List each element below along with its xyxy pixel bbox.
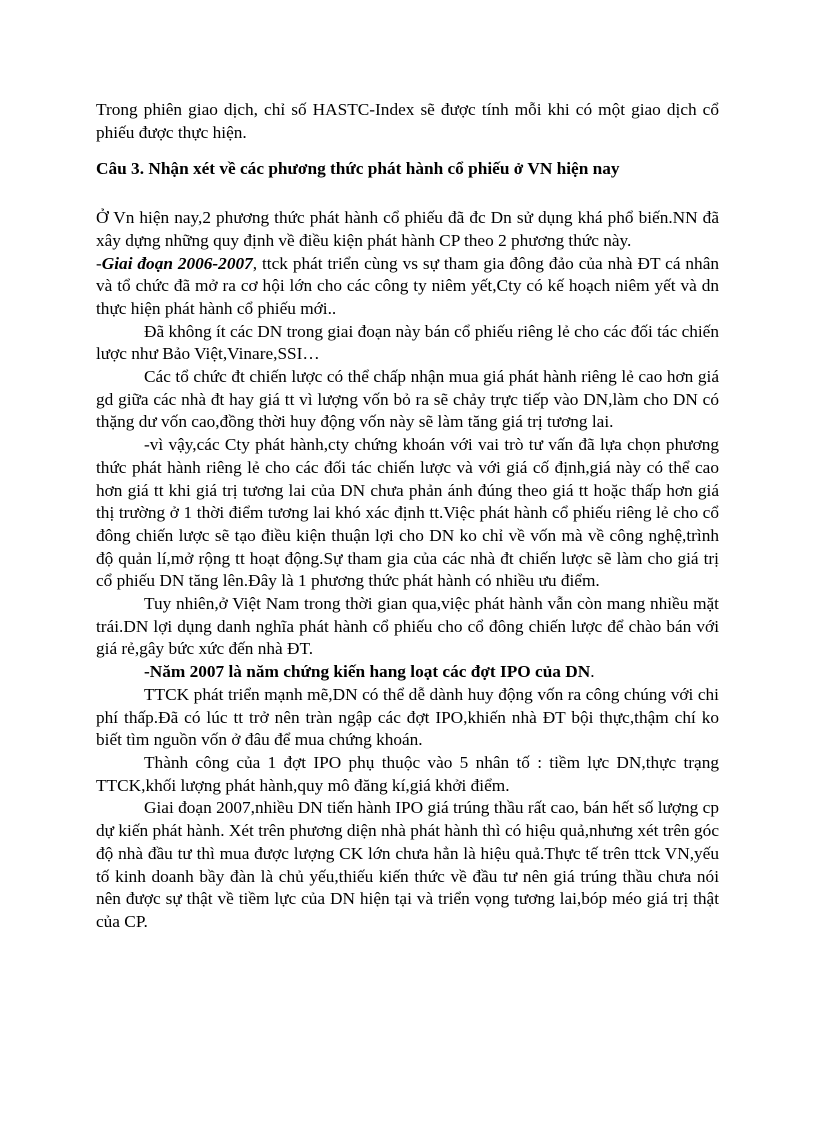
private-placement-paragraph-3: -vì vậy,các Cty phát hành,cty chứng khoán với vai trò tư vấn đã lựa chọn phương thức phát hành riêng lẻ cho các đối tác chiến lược và với giá cố định,giá này có thể cao hơn giá tt khi giá trị tương lai của DN chưa phản ánh đúng theo giá tt hoặc thấp hơn giá thị trường ở 1 thời điểm tương lai khó xác định tt.Việc phát hành cổ phiếu riêng lẻ cho cổ đông chiến lược sẽ tạo điều kiện thuận lợi cho DN ko chỉ về vốn mà về công nghệ,trình độ quản lí,mở rộng tt hoạt động.Sự tham gia của các nhà đt chiến lược sẽ làm cho giá trị cổ phiếu DN tăng lên.Đây là 1 phương thức phát hành có nhiều ưu điểm. — [96, 435, 719, 591]
private-placement-paragraph-1: Đã không ít các DN trong giai đoạn này bán cổ phiếu riêng lẻ cho các đối tác chiến lược như Bảo Việt,Vinare,SSI… — [96, 321, 719, 364]
private-placement-paragraph-4: Tuy nhiên,ở Việt Nam trong thời gian qua,việc phát hành vẫn còn mang nhiều mặt trái.DN lợi dụng danh nghĩa phát hành cổ phiếu cho cổ đông chiến lược để chào bán với giá rẻ,gây bức xức đến nhà ĐT. — [96, 594, 719, 659]
ipo-heading-end: . — [590, 662, 595, 682]
document-page — [96, 99, 719, 934]
ipo-paragraph-1: TTCK phát triển mạnh mẽ,DN có thể dễ dành huy động vốn ra công chúng với chi phí thấp.Đã có lúc tt trở nên tràn ngập các đợt IPO,khiến nhà ĐT bội thực,thậm chí ko biết tìm nguồn vốn ở đâu để mua chứng khoán. — [96, 684, 719, 750]
ipo-paragraph-2: Thành công của 1 đợt IPO phụ thuộc vào 5 nhân tố : tiềm lực DN,thực trạng TTCK,khối lượng phát hành,quy mô đăng kí,giá khởi điểm. — [96, 752, 719, 795]
overview-paragraph: Ở Vn hiện nay,2 phương thức phát hành cổ phiếu đã đc Dn sử dụng khá phổ biến.NN đã xây dựng những quy định về điều kiện phát hành CP theo 2 phương thức này. — [96, 208, 719, 250]
intro-paragraph: Trong phiên giao dịch, chỉ số HASTC-Index sẽ được tính mỗi khi có một giao dịch cổ phiếu được thực hiện. — [96, 100, 719, 142]
private-placement-paragraph-2: Các tổ chức đt chiến lược có thể chấp nhận mua giá phát hành riêng lẻ cao hơn giá gd giữa các nhà đt hay giá tt vì lượng vốn bỏ ra sẽ chảy trực tiếp vào DN,làm cho DN có thặng dư vốn cao,đồng thời huy động vốn này sẽ làm tăng giá trị tương lai. — [96, 367, 719, 432]
period-dash: - — [96, 253, 102, 273]
ipo-paragraph-3: Giai đoạn 2007,nhiều DN tiến hành IPO giá trúng thầu rất cao, bán hết số lượng cp dự kiến phát hành. Xét trên phương diện nhà phát hành thì có hiệu quả,nhưng xét trên góc độ nhà đầu tư thì mua được lượng CK lớn chưa hẳn là hiệu quả.Thực tế trên ttck VN,yếu tố kinh doanh bầy đàn là chủ yếu,thiếu kiến thức về đầu tư nên giá trúng thầu chưa nói nên được sự thật về tiềm lực của DN hiện tại và triển vọng tương lai,bóp méo giá trị thật của CP. — [96, 798, 719, 931]
section-heading: Câu 3. Nhận xét về các phương thức phát hành cổ phiếu ở VN hiện nay — [96, 159, 620, 179]
period-text: , ttck phát triển cùng vs sự tham gia đông đảo của nhà ĐT cá nhân và tổ chức đã mở ra cơ hội lớn cho các công ty niêm yết,Cty có kế hoạch niêm yết và dn thực hiện phát hành cổ phiếu mới.. — [96, 253, 720, 318]
ipo-heading: -Năm 2007 là năm chứng kiến hang loạt các đợt IPO của DN — [144, 662, 591, 682]
period-paragraph — [96, 253, 719, 321]
ipo-heading-paragraph — [96, 661, 719, 684]
period-label: Giai đoạn 2006-2007 — [101, 253, 253, 273]
spacer — [96, 181, 719, 207]
spacer — [96, 144, 719, 158]
